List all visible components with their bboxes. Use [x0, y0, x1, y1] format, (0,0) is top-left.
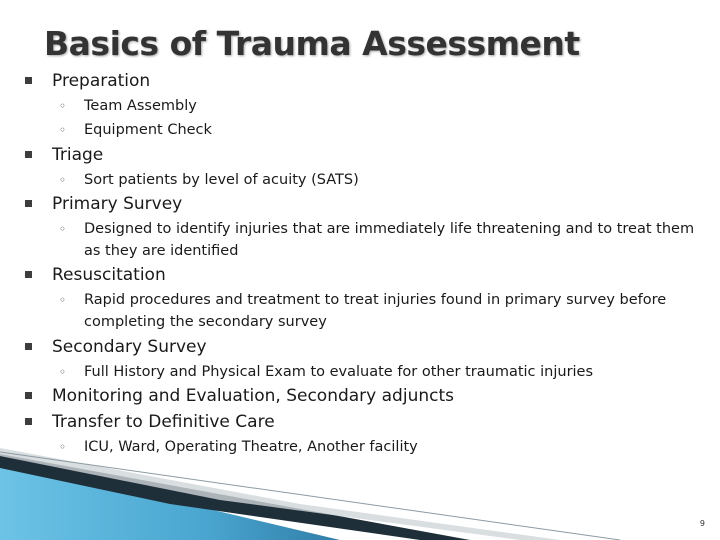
outline-item-secondary-survey	[52, 337, 207, 357]
outline-subitem-text: ICU, Ward, Operating Theatre, Another facility	[84, 439, 418, 455]
square-bullet-icon	[25, 418, 32, 425]
outline-item-label: Primary Survey	[52, 194, 183, 214]
outline-subitem-text: Full History and Physical Exam to evaluate for other traumatic injuries	[84, 364, 594, 380]
circle-bullet-icon: ◦	[59, 440, 67, 454]
outline-subitem-text: Team Assembly	[84, 98, 197, 114]
outline-subitem-text: Equipment Check	[84, 122, 212, 138]
square-bullet-icon	[25, 392, 32, 399]
outline-item-primary-survey	[52, 194, 182, 214]
square-bullet-icon	[25, 343, 32, 350]
outline-item-label: Monitoring and Evaluation, Secondary adjuncts	[52, 386, 454, 406]
outline-subitem	[59, 289, 704, 333]
outline-subitem	[59, 218, 704, 262]
circle-bullet-icon: ◦	[59, 222, 67, 236]
outline-item-triage	[52, 145, 103, 165]
outline-item-transfer	[52, 412, 275, 432]
outline-item-preparation	[52, 71, 150, 91]
circle-bullet-icon: ◦	[59, 365, 67, 379]
outline-subitem	[59, 169, 704, 191]
outline-subitem-text: Designed to identify injuries that are immediately life threatening and to treat them as they are identified	[84, 221, 695, 259]
outline-subitem	[59, 119, 704, 141]
outline-item-resuscitation	[52, 265, 166, 285]
footer-swoosh-graphic	[0, 448, 720, 540]
outline-item-label: Transfer to Definitive Care	[52, 412, 275, 432]
outline-subitem-text: Sort patients by level of acuity (SATS)	[84, 172, 359, 188]
circle-bullet-icon: ◦	[59, 123, 67, 137]
outline-item-label: Preparation	[52, 71, 151, 91]
outline-item-label: Secondary Survey	[52, 337, 207, 357]
circle-bullet-icon: ◦	[59, 173, 67, 187]
square-bullet-icon	[25, 200, 32, 207]
circle-bullet-icon: ◦	[59, 293, 67, 307]
outline-item-label: Triage	[52, 145, 104, 165]
slide-title: Basics of Trauma Assessment	[44, 24, 580, 63]
outline-subitem	[59, 95, 704, 117]
outline-subitem-text: Rapid procedures and treatment to treat injuries found in primary survey before completing the secondary survey	[84, 292, 667, 330]
page-number: 9	[699, 519, 705, 528]
outline-subitem	[59, 361, 704, 383]
outline-item-label: Resuscitation	[52, 265, 166, 285]
square-bullet-icon	[25, 151, 32, 158]
square-bullet-icon	[25, 77, 32, 84]
circle-bullet-icon: ◦	[59, 99, 67, 113]
outline-item-monitoring	[52, 386, 454, 406]
square-bullet-icon	[25, 271, 32, 278]
